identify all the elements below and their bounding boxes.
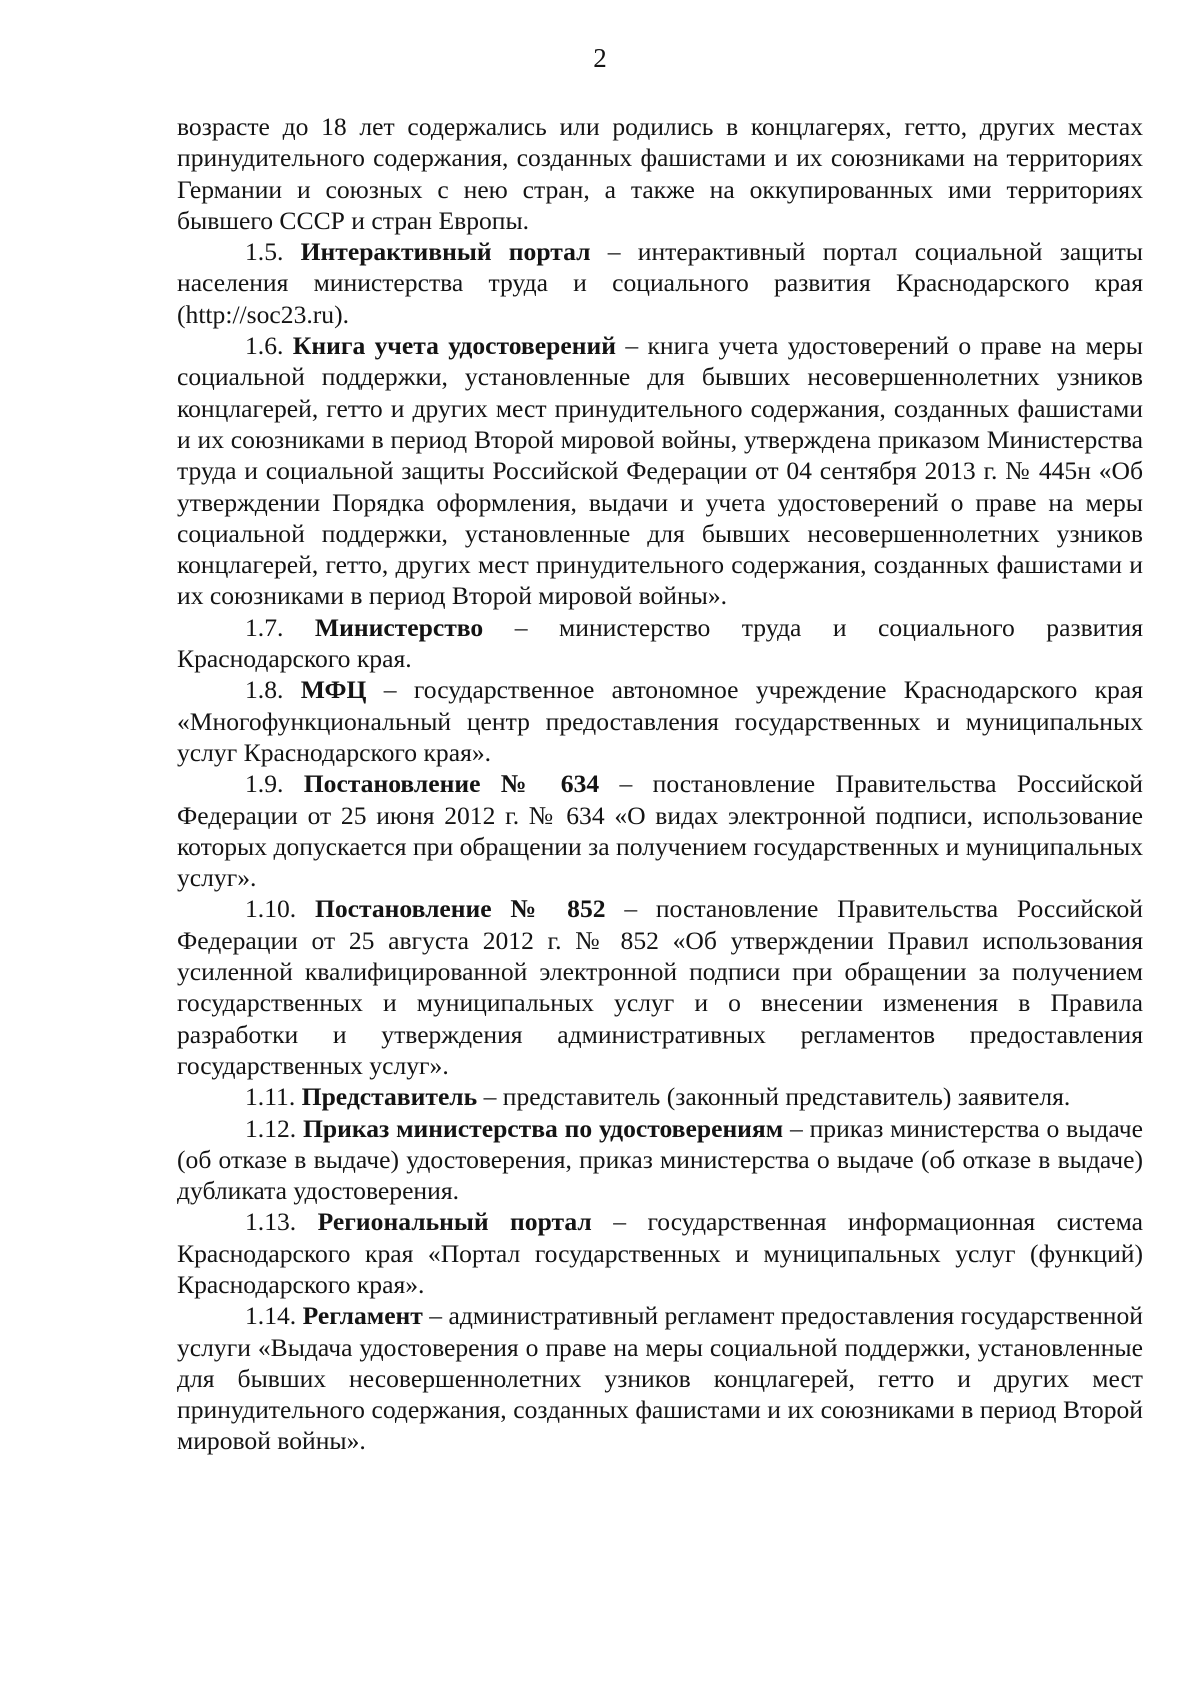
definition-1-10 <box>177 893 1143 1081</box>
definition-1-11 <box>177 1081 1143 1112</box>
definition-1-14 <box>177 1300 1143 1456</box>
item-number: 1.11. <box>245 1082 296 1112</box>
item-number: 1.7. <box>245 612 284 642</box>
item-number: 1.9. <box>245 769 284 799</box>
item-number: 1.12. <box>245 1113 297 1143</box>
item-text: – министерство труда и социального развития Краснодарского края. <box>177 612 1144 674</box>
item-term: Региональный портал <box>317 1207 592 1237</box>
item-text: – постановление Правительства Российской Федерации от 25 августа 2012 г. № 852 «Об утверждении Правил использования усиленной квалифицированной электронной подписи при обращении за получением государственных и муниципальных услуг и о внесении изменения в Правила разработки и утверждения административных регламентов предоставления государственных услуг». <box>177 894 1143 1080</box>
item-number: 1.14. <box>245 1301 297 1331</box>
item-term: Интерактивный портал <box>300 237 591 267</box>
definition-1-5 <box>177 236 1143 330</box>
definition-1-12 <box>177 1113 1143 1207</box>
item-term: Постановление № 634 <box>303 769 600 799</box>
item-term: Регламент <box>302 1301 423 1331</box>
item-text: – книга учета удостоверений о праве на меры социальной поддержки, установленные для бывших несовершеннолетних узников концлагерей, гетто и других мест принудительного содержания, созданных фашистами и их союзниками в период Второй мировой войны, утверждена приказом Министерства труда и социальной защиты Российской Федерации от 04 сентября 2013 г. № 445н «Об утверждении Порядка оформления, выдачи и учета удостоверений о праве на меры социальной поддержки, установленные для бывших несовершеннолетних узников концлагерей, гетто, других мест принудительного содержания, созданных фашистами и их союзниками в период Второй мировой войны». <box>177 331 1143 611</box>
item-text: – административный регламент предоставления государственной услуги «Выдача удостоверения о праве на меры социальной поддержки, установленные для бывших несовершеннолетних узников концлагерей, гетто и других мест принудительного содержания, созданных фашистами и их союзниками в период Второй мировой войны». <box>177 1301 1143 1456</box>
item-number: 1.6. <box>245 331 284 361</box>
definition-1-8 <box>177 674 1143 768</box>
item-term: Книга учета удостоверений <box>292 331 616 361</box>
definition-1-13 <box>177 1206 1143 1300</box>
item-text: – представитель (законный представитель) заявителя. <box>477 1082 1071 1112</box>
document-body <box>177 111 1143 1457</box>
item-term: МФЦ <box>300 675 367 705</box>
definition-1-9 <box>177 768 1143 893</box>
item-term: Представитель <box>301 1082 478 1112</box>
item-text: – государственное автономное учреждение Краснодарского края «Многофункциональный центр предоставления государственных и муниципальных услуг Краснодарского края». <box>177 675 1143 767</box>
item-term: Министерство <box>314 612 484 642</box>
definition-1-7 <box>177 612 1143 675</box>
item-text: – интерактивный портал социальной защиты населения министерства труда и социального развития Краснодарского края (http://soc23.ru). <box>177 237 1143 329</box>
item-term: Приказ министерства по удостоверениям <box>302 1113 784 1143</box>
item-text: – приказ министерства о выдаче (об отказе в выдаче) удостоверения, приказ министерства о выдаче (об отказе в выдаче) дубликата удостоверения. <box>177 1113 1143 1206</box>
item-number: 1.13. <box>245 1207 297 1237</box>
definition-1-6 <box>177 330 1143 612</box>
item-number: 1.8. <box>245 675 284 705</box>
item-text: – постановление Правительства Российской Федерации от 25 июня 2012 г. № 634 «О видах электронной подписи, использование которых допускается при обращении за получением государственных и муниципальных услуг». <box>177 769 1143 893</box>
intro-paragraph: возрасте до 18 лет содержались или родились в концлагерях, гетто, других местах принудительного содержания, созданных фашистами и их союзниками на территориях Германии и союзных с нею стран, а также на оккупированных ими территориях бывшего СССР и стран Европы. <box>177 112 1143 235</box>
item-term: Постановление № 852 <box>314 894 606 924</box>
item-text: – государственная информационная система Краснодарского края «Портал государственных и муниципальных услуг (функций) Краснодарского края». <box>177 1207 1143 1299</box>
item-number: 1.5. <box>245 237 284 267</box>
item-number: 1.10. <box>245 894 297 924</box>
page-number: 2 <box>593 43 607 73</box>
